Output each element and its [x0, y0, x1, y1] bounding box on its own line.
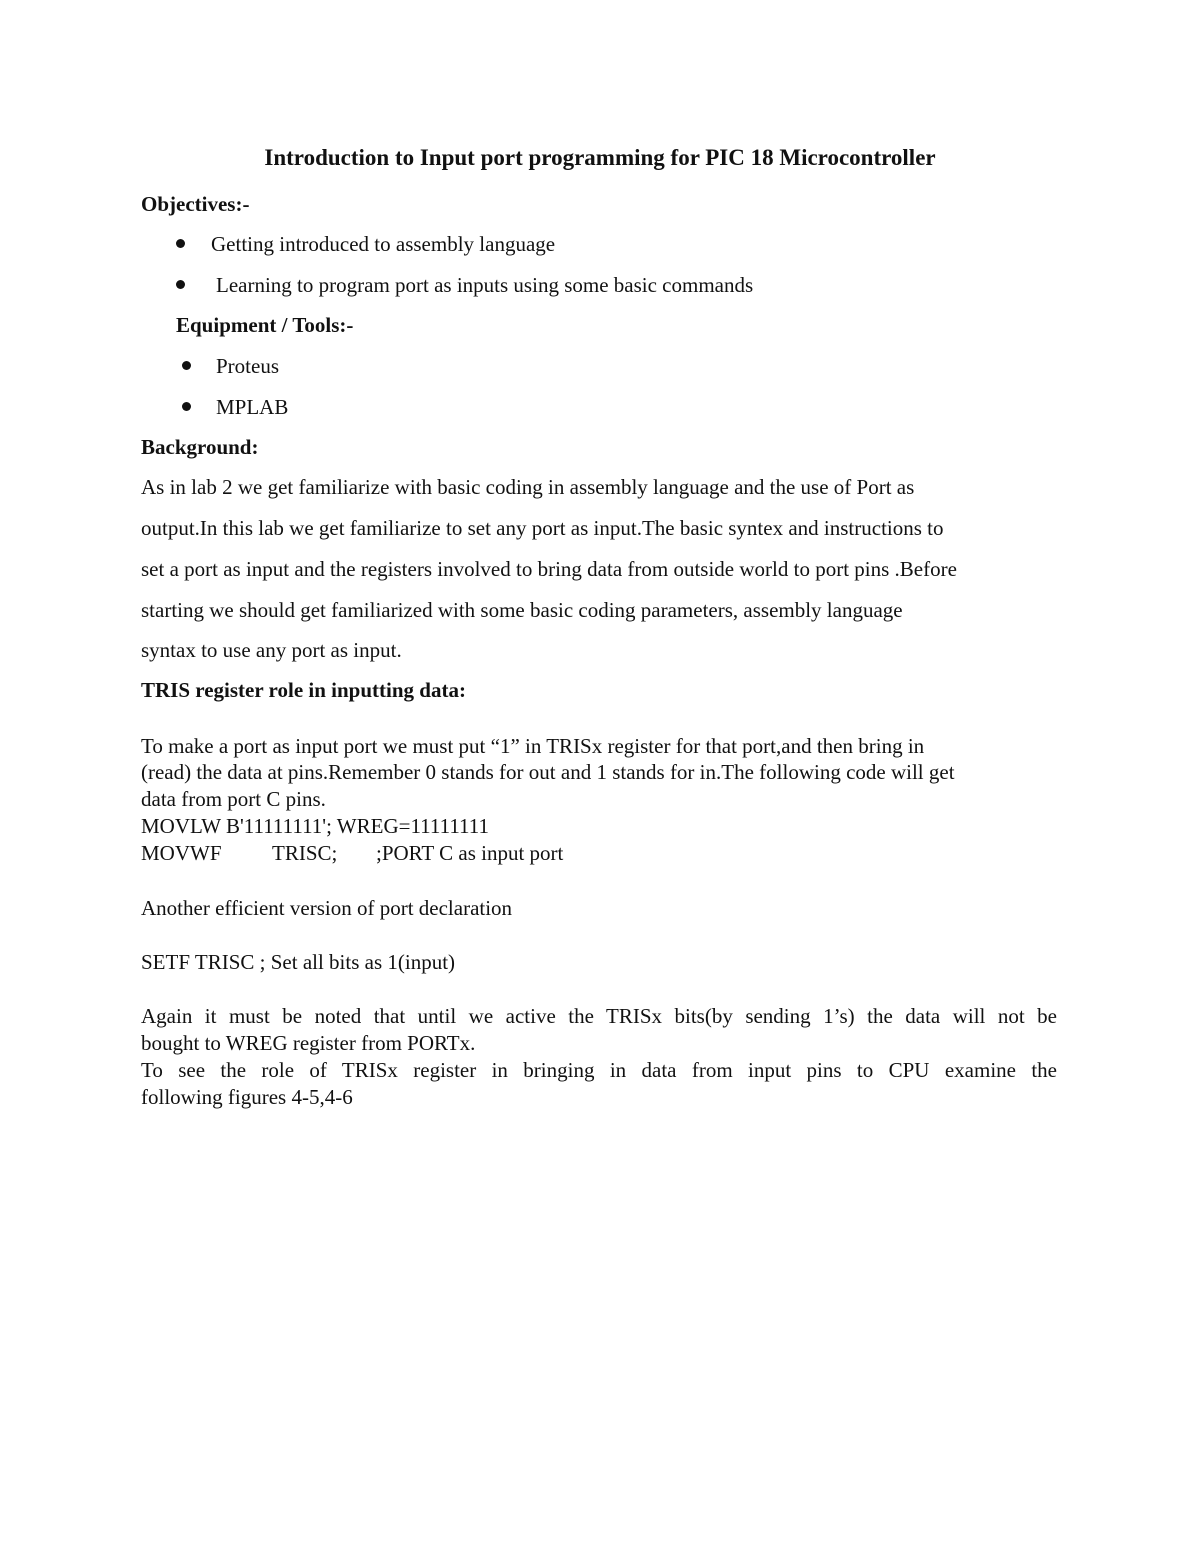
bullet-icon [176, 280, 185, 289]
code-comment: ;PORT C as input port [376, 841, 564, 865]
code-line-movlw: MOVLW B'11111111'; WREG=11111111 [141, 814, 489, 838]
efficient-version-text: Another efficient version of port declaration [141, 896, 513, 920]
note-line: Again it must be noted that until we active the TRISx bits(by sending 1’s) the data will not be [141, 1004, 1057, 1028]
tris-paragraph-line: (read) the data at pins.Remember 0 stands for out and 1 stands for in.The following code will get [141, 760, 955, 784]
background-line: starting we should get familiarized with some basic coding parameters, assembly language [141, 598, 903, 622]
tris-heading: TRIS register role in inputting data: [141, 678, 466, 702]
background-heading: Background: [141, 435, 259, 459]
tris-paragraph-line: To make a port as input port we must put “1” in TRISx register for that port,and then bring in [141, 734, 925, 758]
page-title: Introduction to Input port programming for PIC 18 Microcontroller [264, 145, 936, 170]
bullet-icon [182, 402, 191, 411]
code-line-setf: SETF TRISC ; Set all bits as 1(input) [141, 950, 456, 974]
equipment-item: MPLAB [216, 395, 289, 419]
bullet-icon [182, 361, 191, 370]
equipment-item: Proteus [216, 354, 279, 378]
objective-item: Getting introduced to assembly language [211, 232, 556, 256]
code-arg-trisc: TRISC; [272, 841, 338, 865]
background-line: set a port as input and the registers involved to bring data from outside world to port pins .Before [141, 557, 957, 581]
objectives-heading: Objectives:- [141, 192, 250, 216]
code-op-movwf: MOVWF [141, 841, 222, 865]
background-line: output.In this lab we get familiarize to set any port as input.The basic syntex and instructions to [141, 516, 944, 540]
bullet-icon [176, 239, 185, 248]
note-line: To see the role of TRISx register in bringing in data from input pins to CPU examine the [141, 1058, 1057, 1082]
equipment-heading: Equipment / Tools:- [176, 313, 354, 337]
tris-paragraph-line: data from port C pins. [141, 787, 326, 811]
background-line: As in lab 2 we get familiarize with basic coding in assembly language and the use of Port as [141, 475, 915, 499]
note-line: bought to WREG register from PORTx. [141, 1031, 476, 1055]
background-line: syntax to use any port as input. [141, 638, 402, 662]
note-line: following figures 4-5,4-6 [141, 1085, 353, 1109]
objective-item: Learning to program port as inputs using some basic commands [216, 273, 754, 297]
